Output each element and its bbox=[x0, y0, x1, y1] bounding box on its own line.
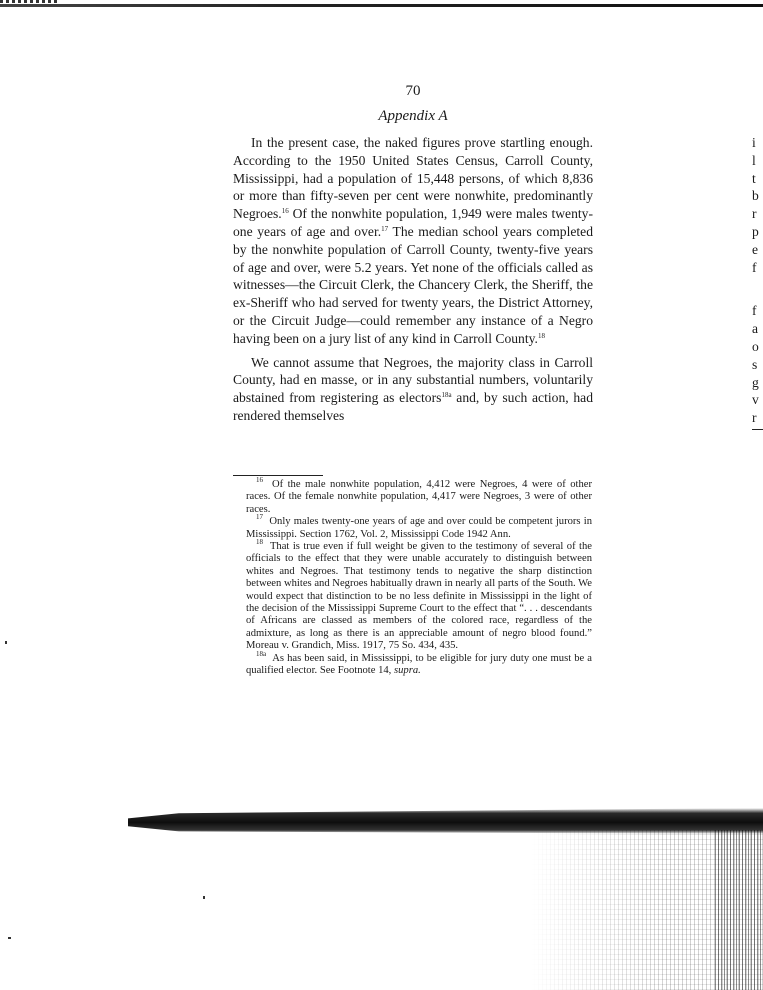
scan-speck bbox=[203, 896, 205, 899]
margin-letter: r bbox=[752, 410, 757, 426]
text-run: Of the male nonwhite population, 4,412 were Negroes, 4 were of other races. Of the female nonwhite population, 4,417 were Negroes, 3 were of other races. bbox=[246, 479, 592, 515]
scan-top-rule bbox=[0, 0, 763, 14]
text-run: We cannot assume that Negroes, the majority class in Carroll County, had en masse, or in any substantial numbers, voluntarily abstained from registering as electors bbox=[233, 354, 593, 406]
footnote-gap bbox=[263, 541, 270, 552]
footnote bbox=[246, 538, 593, 653]
footnote-ref: 18a bbox=[441, 391, 452, 400]
margin-letter: e bbox=[752, 241, 759, 257]
margin-gap bbox=[752, 276, 763, 302]
footnote-ref: 18 bbox=[537, 331, 545, 340]
footnote-mark: 18a bbox=[256, 649, 267, 658]
margin-letter: a bbox=[752, 321, 759, 337]
text-run: As has been said, in Mississippi, to be eligible for jury duty one must be a qualified elector. See Footnote 14, bbox=[246, 652, 593, 677]
footnotes bbox=[246, 476, 593, 678]
body-paragraph bbox=[233, 134, 593, 348]
scan-speck bbox=[5, 641, 7, 644]
footnote-mark: 16 bbox=[256, 476, 263, 484]
scan-top-dots bbox=[0, 0, 60, 3]
footnote-ref: 16 bbox=[281, 207, 289, 216]
text-run: That is true even if full weight be given to the testimony of several of the officials to the effect that they were unable accurately to distinguish between whites and Negroes. That testimony tends to negative the sharp distinction between whites and Negroes habitually drawn in nearly all parts of the South. We would expect that distinction to be no less definite in Mississippi in the light of the decision of the Mississippi Supreme Court to the effect that “. . . descendants of Africans are classed as members of the colored race, regardless of the admixture, as long as there is an appreciable amount of negro blood found.” Moreau v. Grandich, Miss. 1917, 75 So. 434, 435. bbox=[246, 541, 593, 652]
scan-speck bbox=[8, 937, 11, 939]
margin-letter: i bbox=[752, 135, 756, 150]
margin-letter: f bbox=[752, 303, 757, 319]
margin-letter: b bbox=[752, 188, 759, 204]
footnote-mark: 17 bbox=[256, 513, 263, 522]
margin-letter: r bbox=[752, 206, 757, 222]
scan-edge-noise bbox=[715, 830, 763, 990]
scan-top-bar bbox=[0, 4, 763, 7]
footnote bbox=[246, 513, 592, 541]
margin-rule bbox=[752, 429, 763, 430]
adjacent-page-margin bbox=[752, 134, 763, 430]
text-run: and, by such action, had rendered themselves bbox=[233, 390, 594, 423]
margin-letter: p bbox=[752, 223, 759, 239]
margin-letter: s bbox=[752, 356, 758, 372]
footnote bbox=[246, 649, 593, 678]
italic-run: supra. bbox=[393, 665, 421, 677]
body-paragraph bbox=[233, 354, 593, 425]
page-number: 70 bbox=[405, 83, 421, 99]
margin-letter: v bbox=[752, 392, 759, 408]
text-run: The median school years completed by the nonwhite population of Carroll County, twenty-five years of age and over, were 5.2 years. Yet none of the officials called as witnesses—the Circuit Clerk, the Chancery Clerk, the Sheriff, the ex-Sheriff who had served for twenty years, the District Attorney, or the Circuit Judge—could remember any instance of a Negro having been on a jury list of any kind in Carroll County. bbox=[233, 223, 594, 346]
footnote-mark: 18 bbox=[256, 538, 263, 547]
footnote-ref: 17 bbox=[381, 224, 389, 233]
margin-letter: g bbox=[752, 374, 759, 390]
margin-letter: f bbox=[752, 259, 757, 275]
footnote bbox=[246, 476, 592, 516]
main-text bbox=[233, 134, 593, 425]
margin-letter: l bbox=[752, 152, 756, 168]
text-run: Only males twenty-one years of age and over could be competent jurors in Mississippi. Section 1762, Vol. 2, Mississippi Code 1942 Ann. bbox=[246, 516, 592, 540]
footnote-gap bbox=[263, 479, 272, 490]
appendix-title: Appendix A bbox=[378, 108, 448, 124]
text-run: Of the nonwhite population, 1,949 were males twenty-one years of age and over. bbox=[233, 206, 593, 239]
text-run: In the present case, the naked figures prove startling enough. According to the 1950 United States Census, Carroll County, Mississippi, had a population of 15,448 persons, of which 8,836 or more than fifty-seven per cent were nonwhite, predominantly Negroes. bbox=[233, 135, 593, 222]
footnote-separator bbox=[233, 475, 323, 476]
margin-letter: o bbox=[752, 338, 759, 354]
margin-letter: t bbox=[752, 170, 756, 186]
